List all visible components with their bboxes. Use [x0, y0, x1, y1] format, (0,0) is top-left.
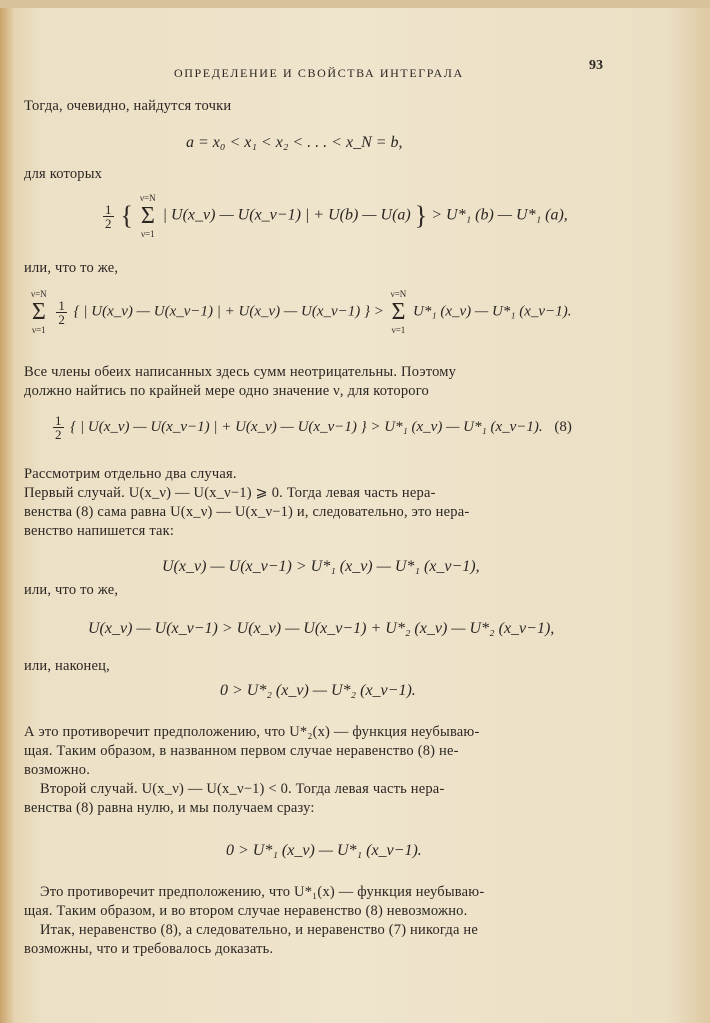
paragraph-2: для которых: [24, 166, 103, 182]
paragraph-5-line-2: Первый случай. U(x_ν) — U(x_ν−1) ⩾ 0. Тогда левая часть нера-: [24, 485, 436, 501]
formula-case1-a: U(x_ν) — U(x_ν−1) > U*₁ (x_ν) — U*₁ (x_ν−1),: [162, 558, 480, 575]
paragraph-3: или, что то же,: [24, 260, 119, 276]
formula-case2: 0 > U*₁ (x_ν) — U*₁ (x_ν−1).: [226, 842, 422, 859]
formula-partition: a = x₀ < x₁ < x₂ < . . . < x_N = b,: [186, 134, 403, 151]
paragraph-8-line-5: венства (8) равна нулю, и мы получаем сразу:: [24, 800, 315, 816]
paragraph-5-line-1: Рассмотрим отдельно два случая.: [24, 466, 237, 482]
running-header: ОПРЕДЕЛЕНИЕ И СВОЙСТВА ИНТЕГРАЛА: [174, 66, 464, 80]
formula-sum-ineq-1: $\frac{1}{2}$ { ν=N Σ ν=1 | U(x_ν) — U(x_ν−1) | + U(b) — U(a) } > U*₁ (b) — U*₁ (a),: [105, 193, 568, 239]
paragraph-4-line-2: должно найтись по крайней мере одно значение ν, для которого: [24, 383, 429, 399]
summation: ν=N Σ ν=1: [139, 193, 156, 239]
paragraph-4-line-1: Все члены обеих написанных здесь сумм неотрицательны. Поэтому: [24, 364, 457, 380]
fraction: $\frac{1}{2}$: [105, 201, 112, 231]
formula-sum-ineq-2: ν=N Σ ν=1 $\frac{1}{2}$ { | U(x_ν) — U(x_ν−1) | + U(x_ν) — U(x_ν−1) } > ν=N Σ ν=1 U*₁ (x_ν) — U*₁ (x_ν−1).: [31, 289, 572, 335]
paragraph-6: или, что то же,: [24, 582, 119, 598]
paragraph-9-line-1: Это противоречит предположению, что U*₁(x) — функция неубываю-: [40, 884, 485, 900]
page-top-edge: [0, 0, 710, 8]
paragraph-1: Тогда, очевидно, найдутся точки: [24, 98, 232, 114]
paragraph-9-line-2: щая. Таким образом, и во втором случае неравенство (8) невозможно.: [24, 903, 468, 919]
paragraph-9-line-3: Итак, неравенство (8), а следовательно, и неравенство (7) никогда не: [40, 922, 478, 938]
paragraph-7: или, наконец,: [24, 658, 110, 674]
paragraph-8-line-4: Второй случай. U(x_ν) — U(x_ν−1) < 0. Тогда левая часть нера-: [40, 781, 445, 797]
formula-8: $\frac{1}{2}$ { | U(x_ν) — U(x_ν−1) | + U(x_ν) — U(x_ν−1) } > U*₁ (x_ν) — U*₁ (x_ν−1). (8): [55, 413, 572, 442]
summation: ν=N Σ ν=1: [390, 289, 407, 335]
formula-case1-c: 0 > U*₂ (x_ν) — U*₂ (x_ν−1).: [220, 682, 416, 699]
summation: ν=N Σ ν=1: [31, 289, 47, 335]
formula-case1-b: U(x_ν) — U(x_ν−1) > U(x_ν) — U(x_ν−1) + U*₂ (x_ν) — U*₂ (x_ν−1),: [88, 620, 555, 637]
paragraph-8-line-1: А это противоречит предположению, что U*₂(x) — функция неубываю-: [24, 724, 480, 740]
page-number: 93: [589, 58, 603, 73]
fraction: $\frac{1}{2}$: [55, 413, 62, 442]
paragraph-8-line-3: возможно.: [24, 762, 91, 778]
paragraph-9-line-4: возможны, что и требовалось доказать.: [24, 941, 274, 957]
page-spine-shadow: [0, 0, 14, 1023]
fraction: $\frac{1}{2}$: [58, 297, 65, 327]
paragraph-5-line-4: венство напишется так:: [24, 523, 175, 539]
paragraph-8-line-2: щая. Таким образом, в названном первом случае неравенство (8) не-: [24, 743, 459, 759]
paragraph-5-line-3: венства (8) сама равна U(x_ν) — U(x_ν−1) и, следовательно, это нера-: [24, 504, 470, 520]
equation-tag: (8): [554, 418, 572, 435]
